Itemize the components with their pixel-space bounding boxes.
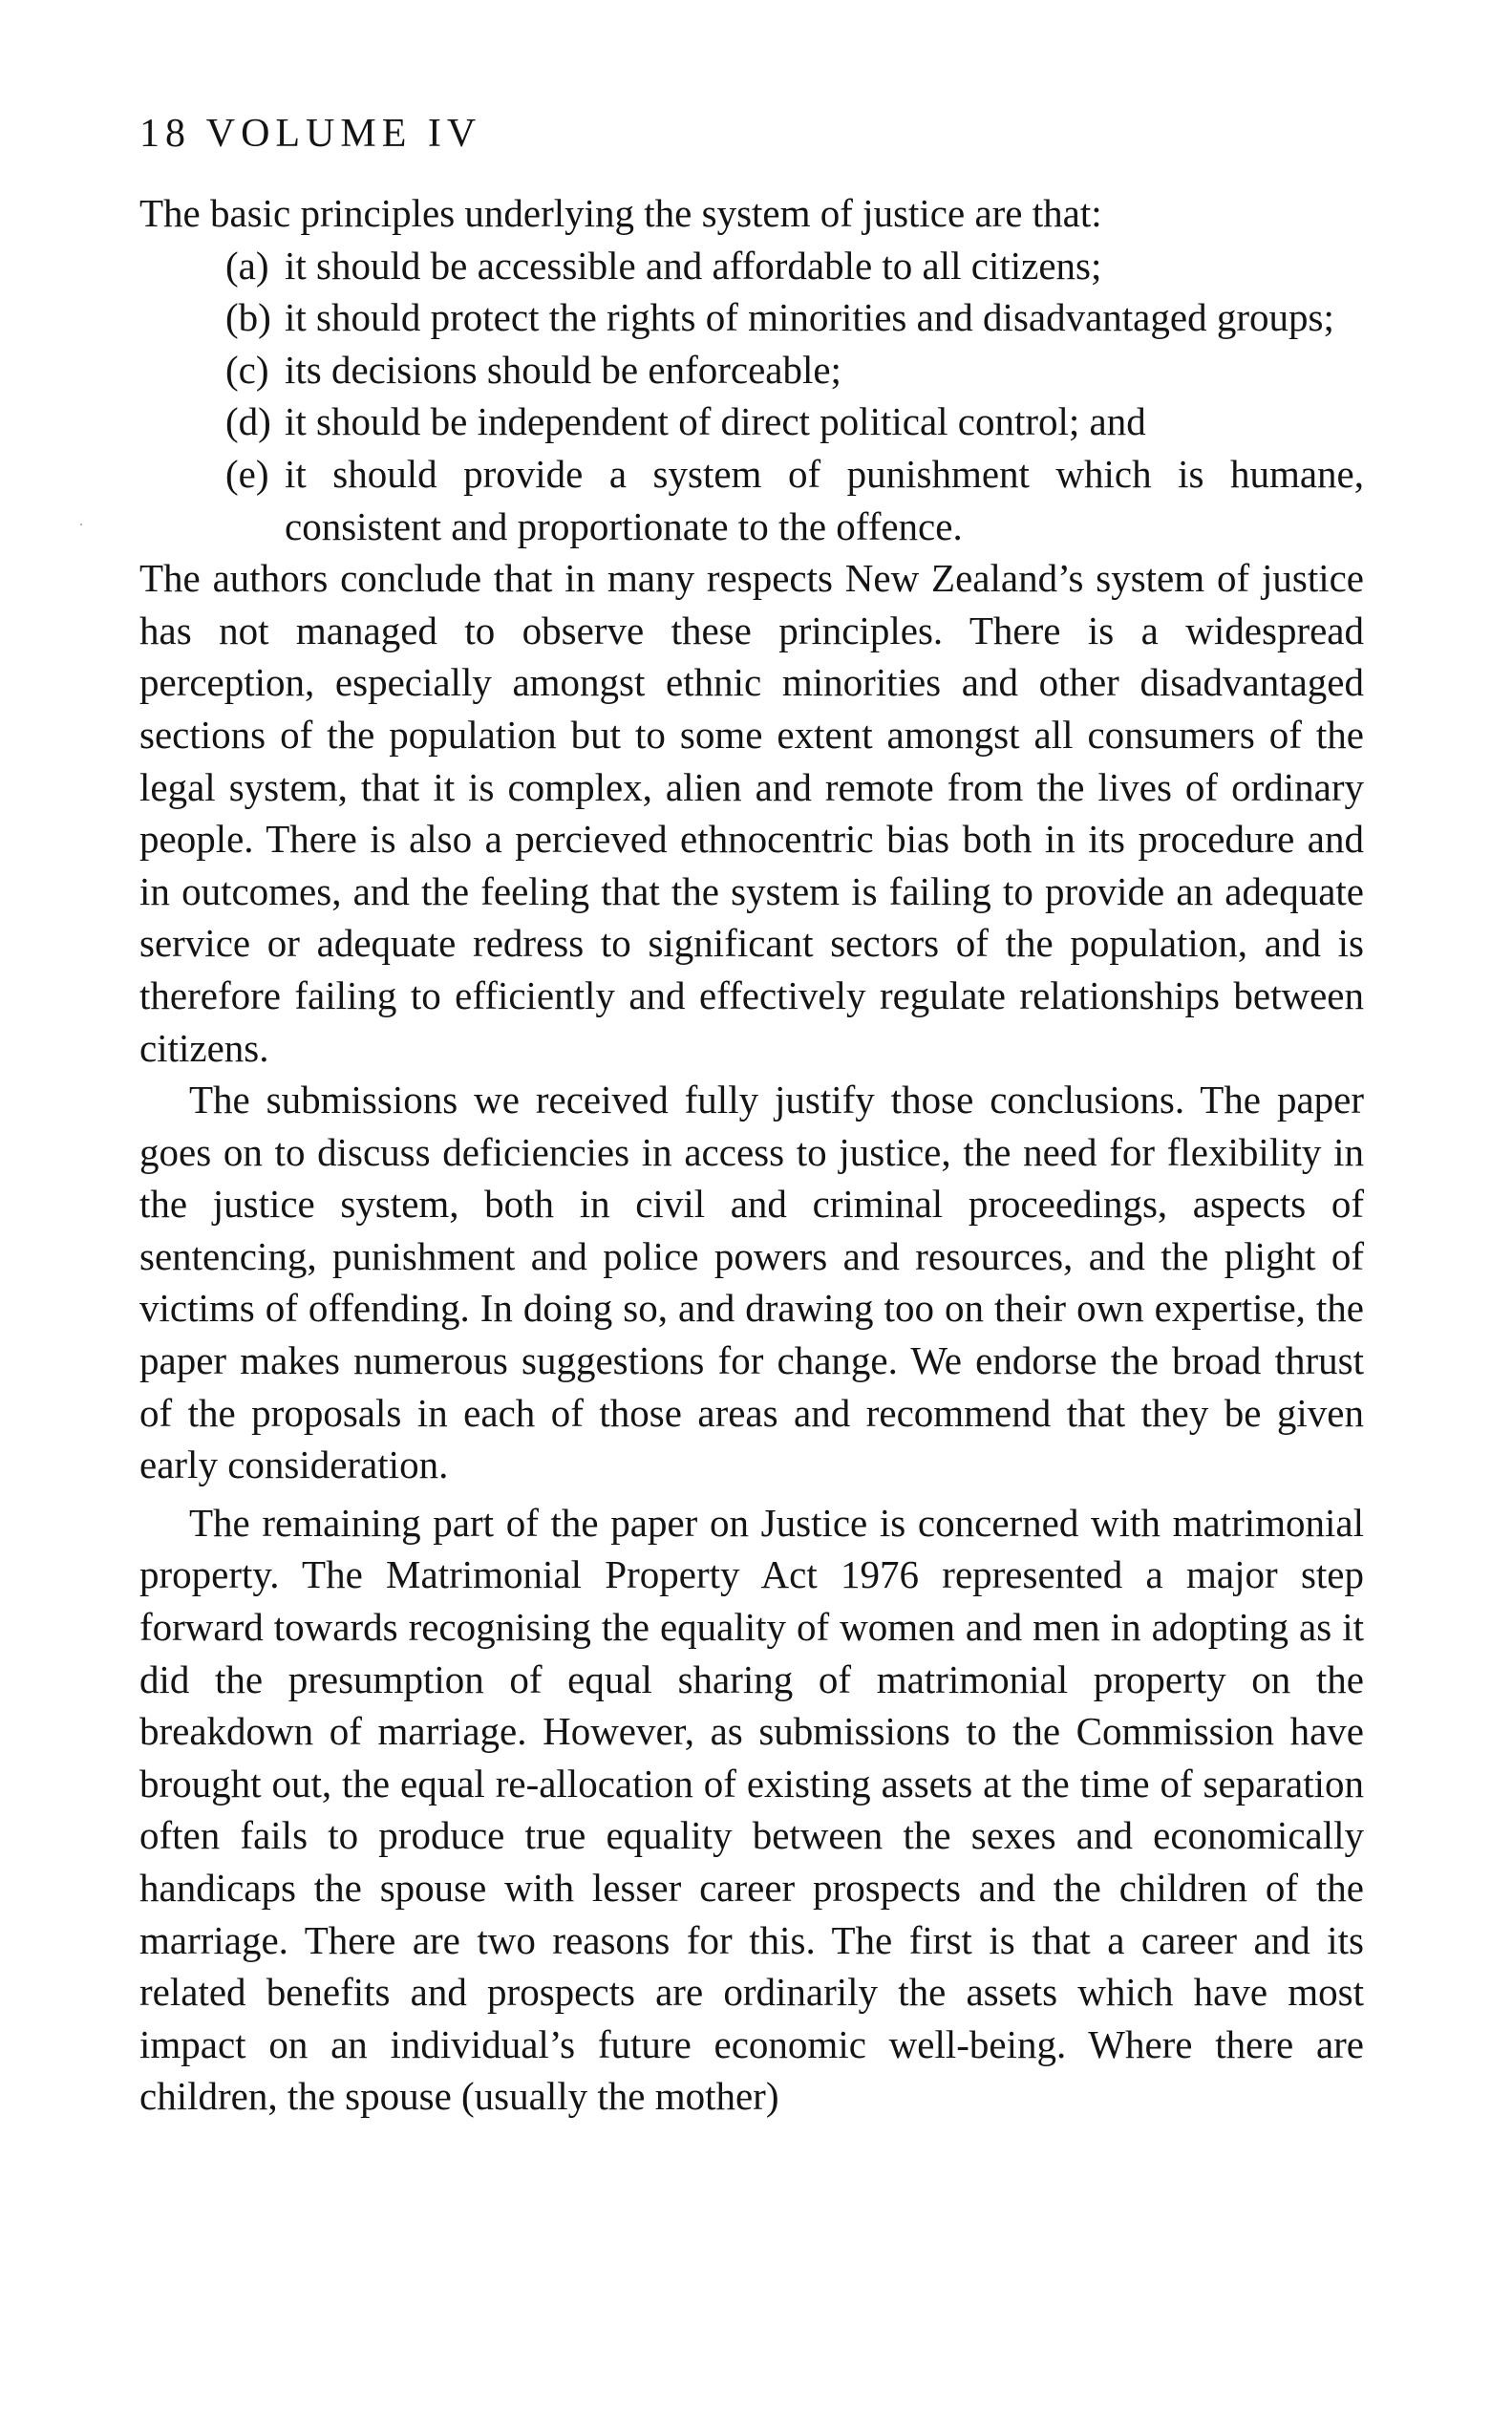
intro-sentence: The basic principles underlying the system of justice are that:: [139, 191, 1102, 235]
list-marker: (d): [225, 399, 271, 444]
list-marker: (c): [225, 347, 269, 392]
list-marker: (a): [225, 243, 269, 288]
list-item-text: it should be accessible and affordable to all citizens;: [285, 243, 1102, 288]
list-item-text: it should protect the rights of minorities and disadvantaged groups;: [285, 295, 1334, 340]
list-item: [225, 448, 1364, 552]
paragraph-matrimonial-property: The remaining part of the paper on Justice is concerned with matrimonial property. The Matrimonial Property Act 1976 represented a major step forward towards recognising the equality of women and men in adopting as it did the presumption of equal sharing of matrimonial property on the breakdown of marriage. However, as submissions to the Commission have brought out, the equal re-allocation of existing assets at the time of separation often fails to produce true equality between the sexes and economically handicaps the spouse with lesser career prospects and the children of the marriage. There are two reasons for this. The first is that a career and its related benefits and prospects are ordinarily the assets which have most impact on an individual’s future economic well-being. Where there are children, the spouse (usually the mother): [139, 1500, 1364, 2119]
list-item-text: it should be independent of direct political control; and: [285, 399, 1146, 444]
list-item: [225, 291, 1364, 344]
list-item-text: its decisions should be enforceable;: [285, 347, 841, 392]
list-marker: (e): [225, 451, 269, 496]
list-item: [225, 240, 1364, 292]
page-body: [139, 105, 1364, 2123]
list-marker: (b): [225, 295, 271, 340]
principles-list: [139, 240, 1364, 553]
list-item: [225, 344, 1364, 396]
paragraph-conclusion: The authors conclude that in many respects New Zealand’s system of justice has not managed to observe these principles. There is a widespread perception, especially amongst ethnic minorities and other disadvantaged sections of the population but to some extent amongst all consumers of the legal system, that it is complex, alien and remote from the lives of ordinary people. There is also a percieved ethnocentric bias both in its procedure and in outcomes, and the feeling that the system is failing to provide an adequate service or adequate redress to significant sectors of the population, and is therefore failing to efficiently and effectively regulate relationships between citizens.: [139, 556, 1364, 1070]
list-item-text: it should provide a system of punishment which is humane, consistent and proportionate to the offence.: [285, 451, 1364, 548]
list-item: [225, 395, 1364, 448]
print-speck: [80, 524, 82, 525]
running-head: 18 VOLUME IV: [139, 112, 482, 156]
paragraph-submissions: The submissions we received fully justify those conclusions. The paper goes on to discuss deficiencies in access to justice, the need for flexibility in the justice system, both in civil and criminal proceedings, aspects of sentencing, punishment and police powers and resources, and the plight of victims of offending. In doing so, and drawing too on their own expertise, the paper makes numerous suggestions for change. We endorse the broad thrust of the proposals in each of those areas and recommend that they be given early consideration.: [139, 1078, 1364, 1487]
